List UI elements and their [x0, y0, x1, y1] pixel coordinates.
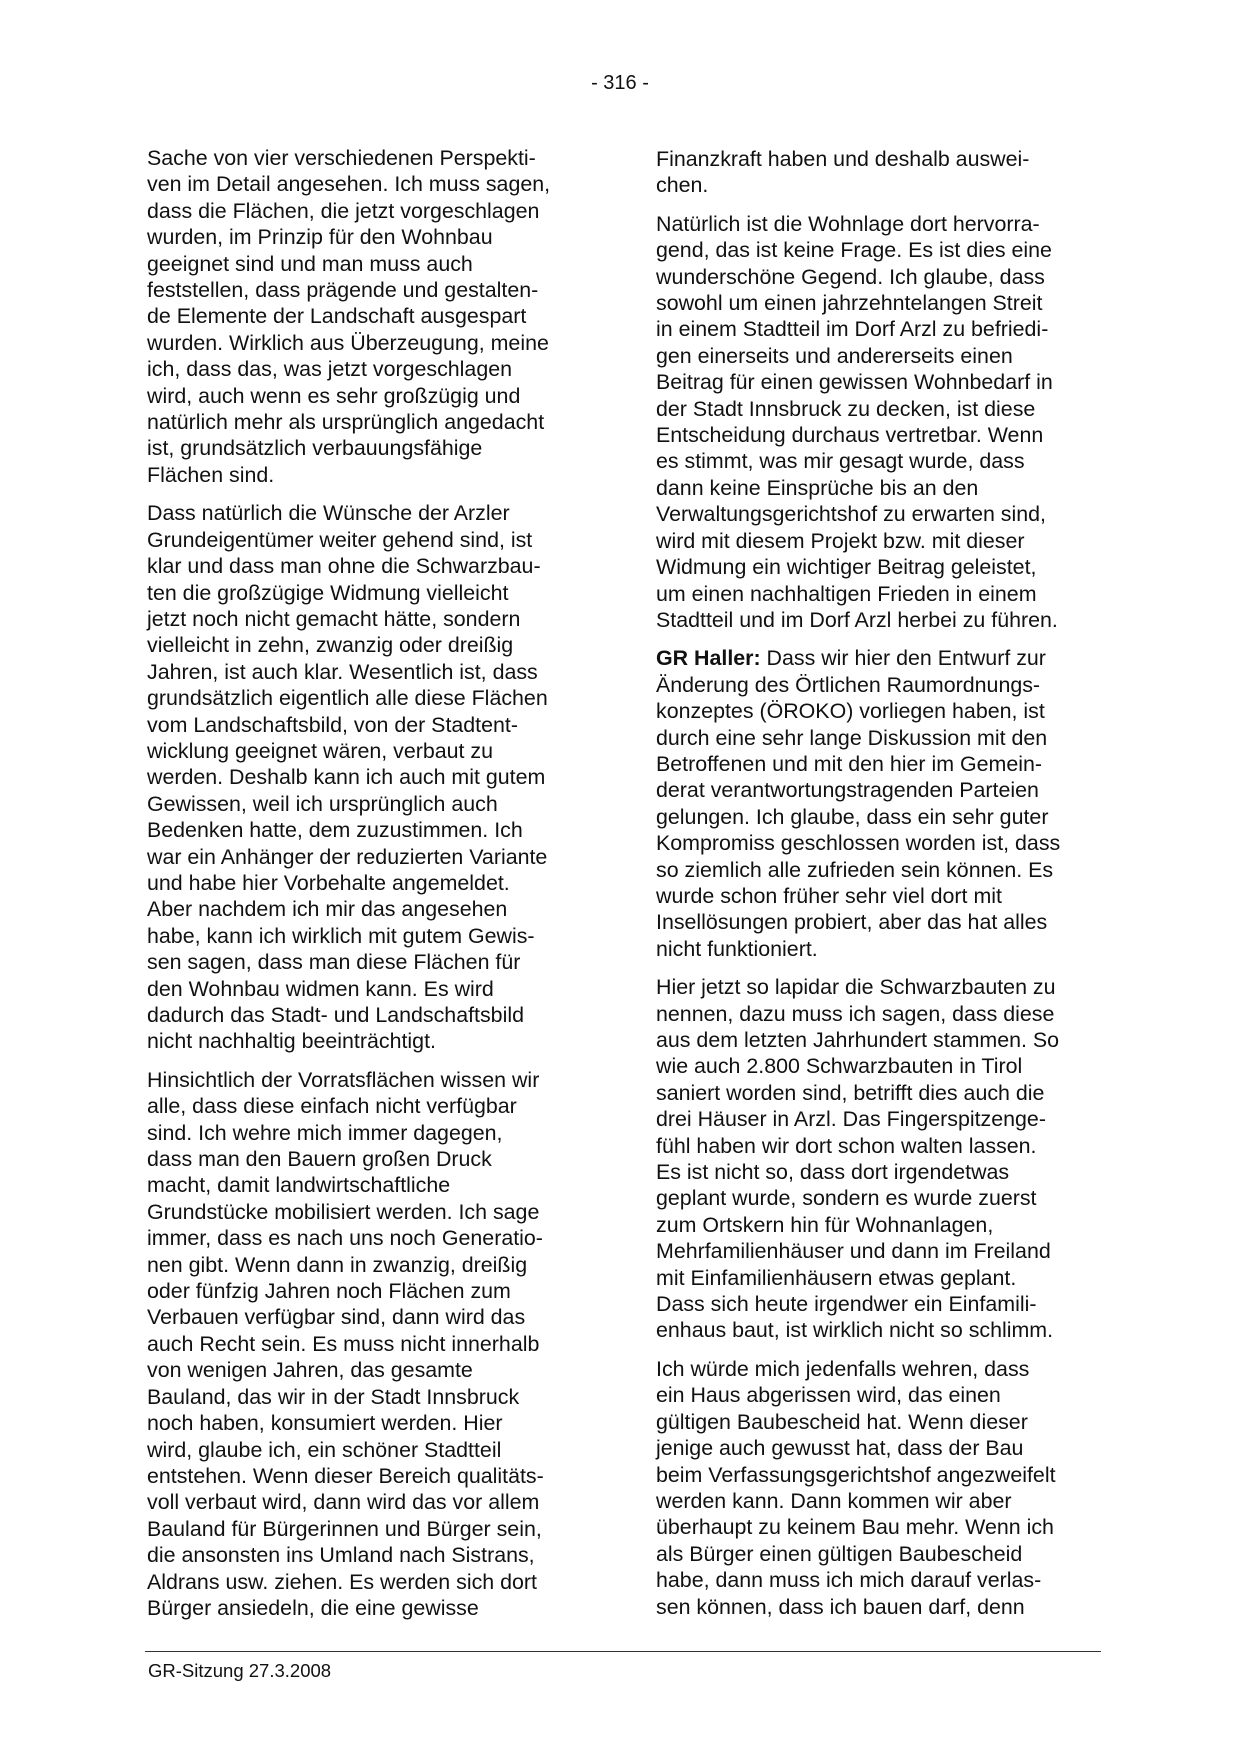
text-line: grundsätzlich eigentlich alle diese Flächen [147, 686, 548, 711]
text-line: in einem Stadtteil im Dorf Arzl zu befriedi- [656, 317, 1049, 342]
text-line: nennen, dazu muss ich sagen, dass diese [656, 1001, 1055, 1026]
text-line: Gewissen, weil ich ursprünglich auch [147, 791, 498, 816]
text-line: als Bürger einen gültigen Baubescheid [656, 1541, 1023, 1566]
text-line: oder fünfzig Jahren noch Flächen zum [147, 1279, 511, 1304]
text-line: wunderschöne Gegend. Ich glaube, dass [656, 264, 1045, 289]
text-line: um einen nachhaltigen Frieden in einem [656, 581, 1037, 606]
text-line [656, 645, 1098, 671]
text-line: Änderung des Örtlichen Raumordnungs- [656, 672, 1041, 697]
text-line: Aldrans usw. ziehen. Es werden sich dort [147, 1569, 537, 1594]
text-line: Hinsichtlich der Vorratsflächen wissen wir [147, 1067, 540, 1092]
text-line: Dass natürlich die Wünsche der Arzler [147, 501, 510, 526]
text-line: überhaupt zu keinem Bau mehr. Wenn ich [656, 1515, 1054, 1540]
text-line: Betroffenen und mit den hier im Gemein- [656, 751, 1043, 776]
text-line: de Elemente der Landschaft ausgespart [147, 304, 527, 329]
text-line: ich, dass das, was jetzt vorgeschlagen [147, 357, 513, 382]
text-line: Grundstücke mobilisiert werden. Ich sage [147, 1199, 540, 1224]
text-line: nen gibt. Wenn dann in zwanzig, dreißig [147, 1252, 528, 1277]
text-line: und habe hier Vorbehalte angemeldet. [147, 870, 510, 895]
text-line: wie auch 2.800 Schwarzbauten in Tirol [656, 1054, 1023, 1079]
text-line: wicklung geeignet wären, verbaut zu [147, 738, 494, 763]
text-line: chen. [656, 173, 709, 198]
text-line: durch eine sehr lange Diskussion mit den [656, 725, 1048, 750]
text-line: Sache von vier verschiedenen Perspekti- [147, 146, 536, 170]
paragraph [656, 645, 1098, 962]
text-line: der Stadt Innsbruck zu decken, ist diese [656, 396, 1036, 421]
text-line: Grundeigentümer weiter gehend sind, ist [147, 527, 533, 552]
paragraph [147, 1067, 589, 1622]
text-line: noch haben, konsumiert werden. Hier [147, 1411, 503, 1436]
text-line: gelungen. Ich glaube, dass ein sehr guter [656, 804, 1049, 829]
text-line: klar und dass man ohne die Schwarzbau- [147, 554, 541, 579]
text-line: wurden. Wirklich aus Überzeugung, meine [147, 330, 549, 355]
text-line: feststellen, dass prägende und gestalten- [147, 278, 539, 303]
text-line: es stimmt, was mir gesagt wurde, dass [656, 449, 1025, 474]
text-line: entstehen. Wenn dieser Bereich qualitäts- [147, 1463, 544, 1488]
text-line: immer, dass es nach uns noch Generatio- [147, 1226, 543, 1251]
text-line: war ein Anhänger der reduzierten Variante [147, 844, 548, 869]
text-line: wurde schon früher sehr viel dort mit [656, 883, 1002, 908]
speaker-name: GR Haller: [656, 646, 761, 671]
text-line: sind. Ich wehre mich immer dagegen, [147, 1120, 503, 1145]
text-line: habe, dann muss ich mich darauf verlas- [656, 1568, 1042, 1593]
text-line: konzeptes (ÖROKO) vorliegen haben, ist [656, 699, 1045, 724]
text-line: fühl haben wir dort schon walten lassen. [656, 1133, 1037, 1158]
text-line: sen können, dass ich bauen darf, denn [656, 1594, 1025, 1619]
text-line: Finanzkraft haben und deshalb auswei- [656, 147, 1030, 171]
text-line: Bauland, das wir in der Stadt Innsbruck [147, 1384, 520, 1409]
text-line: jenige auch gewusst hat, dass der Bau [656, 1436, 1024, 1461]
paragraph [656, 146, 1098, 199]
text-line: habe, kann ich wirklich mit gutem Gewis- [147, 923, 535, 948]
text-line: Ich würde mich jedenfalls wehren, dass [656, 1356, 1030, 1381]
right-text-column [656, 146, 1098, 1632]
text-line: beim Verfassungsgerichtshof angezweifelt [656, 1462, 1056, 1487]
text-line: nicht nachhaltig beeinträchtigt. [147, 1029, 436, 1054]
text-line: Flächen sind. [147, 462, 275, 487]
text-line: ten die großzügige Widmung vielleicht [147, 580, 509, 605]
paragraph [656, 1356, 1098, 1620]
text-line: sowohl um einen jahrzehntelangen Streit [656, 291, 1043, 316]
text-line: Widmung ein wichtiger Beitrag geleistet, [656, 555, 1037, 580]
text-line: dass man den Bauern großen Druck [147, 1147, 492, 1172]
text-line: Dass sich heute irgendwer ein Einfamili- [656, 1292, 1037, 1317]
text-line: drei Häuser in Arzl. Das Fingerspitzenge- [656, 1107, 1046, 1132]
text-line: wird, auch wenn es sehr großzügig und [147, 383, 521, 408]
text-line: voll verbaut wird, dann wird das vor allem [147, 1490, 540, 1515]
text-line: auch Recht sein. Es muss nicht innerhalb [147, 1331, 540, 1356]
text-line: werden. Deshalb kann ich auch mit gutem [147, 765, 546, 790]
text-line: wurden, im Prinzip für den Wohnbau [147, 225, 493, 250]
text-line: gültigen Baubescheid hat. Wenn dieser [656, 1409, 1028, 1434]
text-line: dann keine Einsprüche bis an den [656, 475, 979, 500]
text-line: dadurch das Stadt- und Landschaftsbild [147, 1003, 524, 1027]
text-line: Bürger ansiedeln, die eine gewisse [147, 1595, 479, 1620]
text-line: mit Einfamilienhäusern etwas geplant. [656, 1265, 1017, 1290]
text-line: Bedenken hatte, dem zuzustimmen. Ich [147, 818, 523, 843]
text-line: Mehrfamilienhäuser und dann im Freiland [656, 1239, 1051, 1264]
text-line: von wenigen Jahren, das gesamte [147, 1358, 473, 1383]
text-line: Entscheidung durchaus vertretbar. Wenn [656, 423, 1044, 448]
text-line: zum Ortskern hin für Wohnanlagen, [656, 1212, 994, 1237]
text-line: sen sagen, dass man diese Flächen für [147, 950, 521, 975]
text-line: macht, damit landwirtschaftliche [147, 1173, 451, 1198]
text-line: Natürlich ist die Wohnlage dort hervorra- [656, 211, 1040, 236]
text-line: ein Haus abgerissen wird, das einen [656, 1383, 1001, 1408]
text-line: Kompromiss geschlossen worden ist, dass [656, 831, 1061, 856]
text-line: wird, glaube ich, ein schöner Stadtteil [147, 1437, 502, 1462]
paragraph [656, 211, 1098, 634]
text-line: vielleicht in zehn, zwanzig oder dreißig [147, 633, 514, 658]
text-line: aus dem letzten Jahrhundert stammen. So [656, 1028, 1060, 1052]
text-line: ven im Detail angesehen. Ich muss sagen, [147, 172, 551, 197]
text-line: werden kann. Dann kommen wir aber [656, 1488, 1012, 1513]
text-line: dass die Flächen, die jetzt vorgeschlagen [147, 198, 540, 223]
left-text-column [147, 145, 589, 1633]
text-line: gen einerseits und andererseits einen [656, 343, 1013, 368]
text-line: ist, grundsätzlich verbauungsfähige [147, 436, 483, 461]
text-line: so ziemlich alle zufrieden sein können. Es [656, 857, 1054, 882]
paragraph [147, 145, 589, 488]
text-line: den Wohnbau widmen kann. Es wird [147, 976, 494, 1001]
text-line: alle, dass diese einfach nicht verfügbar [147, 1094, 517, 1119]
text-line: gend, das ist keine Frage. Es ist dies eine [656, 238, 1052, 263]
text-line: derat verantwortungstragenden Parteien [656, 778, 1039, 803]
text-line: Bauland für Bürgerinnen und Bürger sein, [147, 1516, 542, 1541]
text-line: Jahren, ist auch klar. Wesentlich ist, dass [147, 659, 538, 684]
text-line: Hier jetzt so lapidar die Schwarzbauten zu [656, 975, 1056, 1000]
page-number: - 316 - [591, 72, 649, 94]
text-line: vom Landschaftsbild, von der Stadtent- [147, 712, 518, 737]
text-line: geeignet sind und man muss auch [147, 251, 473, 276]
text-line: geplant wurde, sondern es wurde zuerst [656, 1186, 1037, 1211]
text-line: Aber nachdem ich mir das angesehen [147, 897, 508, 922]
text-line: saniert worden sind, betrifft dies auch die [656, 1080, 1045, 1105]
text-line: Verwaltungsgerichtshof zu erwarten sind, [656, 502, 1046, 527]
text-line: die ansonsten ins Umland nach Sistrans, [147, 1543, 535, 1568]
text-line: Beitrag für einen gewissen Wohnbedarf in [656, 370, 1053, 395]
footer-divider [145, 1651, 1101, 1652]
paragraph [656, 974, 1098, 1344]
text-line: Es ist nicht so, dass dort irgendetwas [656, 1160, 1010, 1185]
speaker-text: Dass wir hier den Entwurf zur [760, 646, 1046, 671]
footer-session-date: GR-Sitzung 27.3.2008 [148, 1660, 332, 1681]
text-line: Insellösungen probiert, aber das hat alles [656, 910, 1048, 935]
text-line: enhaus baut, ist wirklich nicht so schlimm. [656, 1318, 1054, 1343]
text-line: Verbauen verfügbar sind, dann wird das [147, 1305, 526, 1330]
text-line: natürlich mehr als ursprünglich angedacht [147, 410, 545, 435]
text-line: Stadtteil und im Dorf Arzl herbei zu führen. [656, 607, 1058, 632]
paragraph [147, 500, 589, 1055]
text-line: nicht funktioniert. [656, 936, 818, 961]
text-line: jetzt noch nicht gemacht hätte, sondern [147, 606, 521, 631]
text-line: wird mit diesem Projekt bzw. mit dieser [656, 528, 1025, 553]
